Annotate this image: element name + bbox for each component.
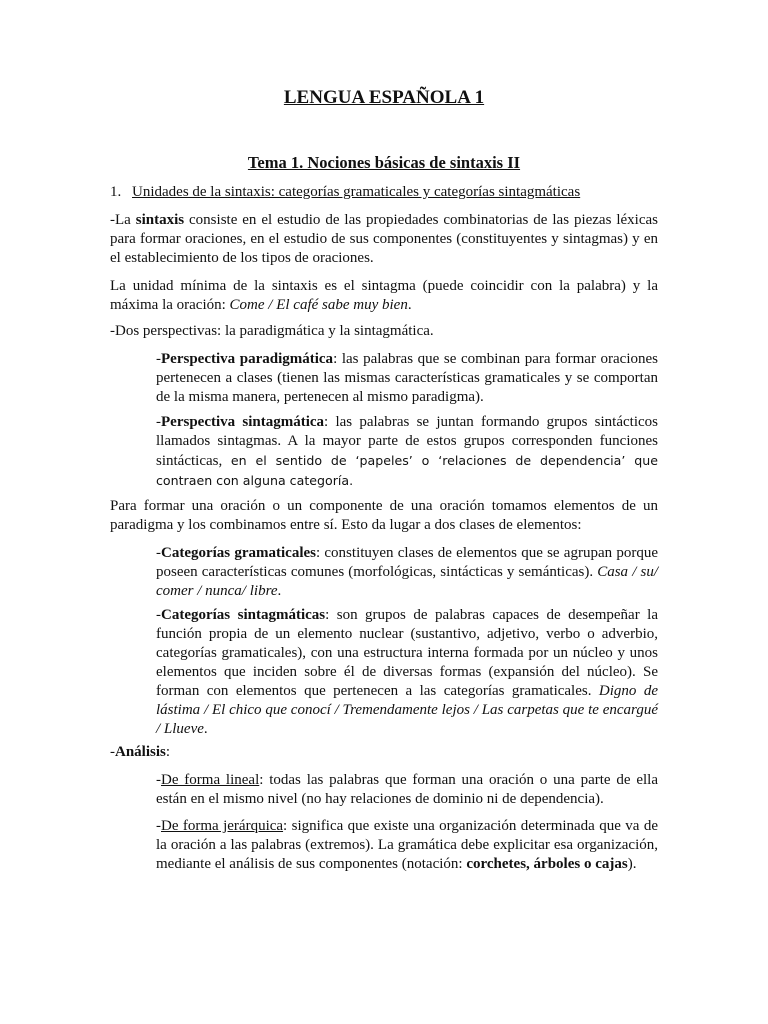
section-number: 1. — [110, 184, 122, 200]
section-heading — [110, 183, 658, 202]
paragraph-perspectiva-sintagmatica: -Perspectiva sintagmática: las palabras se juntan formando grupos sintácticos llamados sintagmas. A la mayor parte de estos grupos corresponden funciones sintácticas, en el sentido de ‘papeles’ o ‘relaciones de dependencia’ que contraen con alguna categoría. — [156, 414, 658, 488]
topic-subtitle: Tema 1. Nociones básicas de sintaxis II — [247, 153, 521, 172]
section-heading-text: Unidades de la sintaxis: categorías gramaticales y categorías sintagmáticas — [132, 184, 581, 200]
paragraph-categorias-sintagmaticas: -Categorías sintagmáticas: son grupos de palabras capaces de desempeñar la función propia de un elemento nuclear (sustantivo, adjetivo, verbo o adverbio, categorías gramaticales), con una estructura interna formada por un núcleo y unos elementos que inciden sobre él de diversas formas (expansión del núcleo). Se forman con elementos que pertenecen a las categorías gramaticales. Digno de lástima / El chico que conocí / Tremendamente lejos / Las carpetas que te encargué / Llueve. — [156, 607, 658, 737]
paragraph-unidad-minima: La unidad mínima de la sintaxis es el sintagma (puede coincidir con la palabra) y la máxima la oración: Come / El café sabe muy bien. — [110, 278, 658, 313]
paragraph-forma-lineal: -De forma lineal: todas las palabras que forman una oración o una parte de ella están en el mismo nivel (no hay relaciones de dominio ni de dependencia). — [156, 772, 658, 807]
paragraph-categorias-gramaticales: -Categorías gramaticales: constituyen clases de elementos que se agrupan porque poseen características comunes (morfológicas, sintácticas y semánticas). Casa / su/ comer / nunca/ libre. — [156, 545, 658, 599]
document-title: LENGUA ESPAÑOLA 1 — [283, 87, 485, 108]
paragraph-dos-clases: Para formar una oración o un componente de una oración tomamos elementos de un paradigma y los combinamos entre sí. Esto da lugar a dos clases de elementos: — [110, 498, 658, 533]
paragraph-forma-jerarquica: -De forma jerárquica: significa que existe una organización determinada que va de la oración a las palabras (extremos). La gramática debe explicitar esa organización, mediante el análisis de sus componentes (notación: corchetes, árboles o cajas). — [156, 818, 658, 872]
paragraph-perspectivas: -Dos perspectivas: la paradigmática y la sintagmática. — [110, 323, 434, 339]
paragraph-perspectiva-paradigmatica: -Perspectiva paradigmática: las palabras que se combinan para formar oraciones pertenecen a clases (tienen las mismas características gramaticales y se comportan de la misma manera, pertenecen al mismo paradigma). — [156, 351, 658, 405]
paragraph-sintaxis-definition: -La sintaxis consiste en el estudio de las propiedades combinatorias de las piezas léxicas para formar oraciones, en el estudio de sus componentes (constituyentes y sintagmas) y en el establecimiento de los tipos de oraciones. — [110, 212, 658, 266]
paragraph-analisis: -Análisis: — [110, 744, 171, 760]
